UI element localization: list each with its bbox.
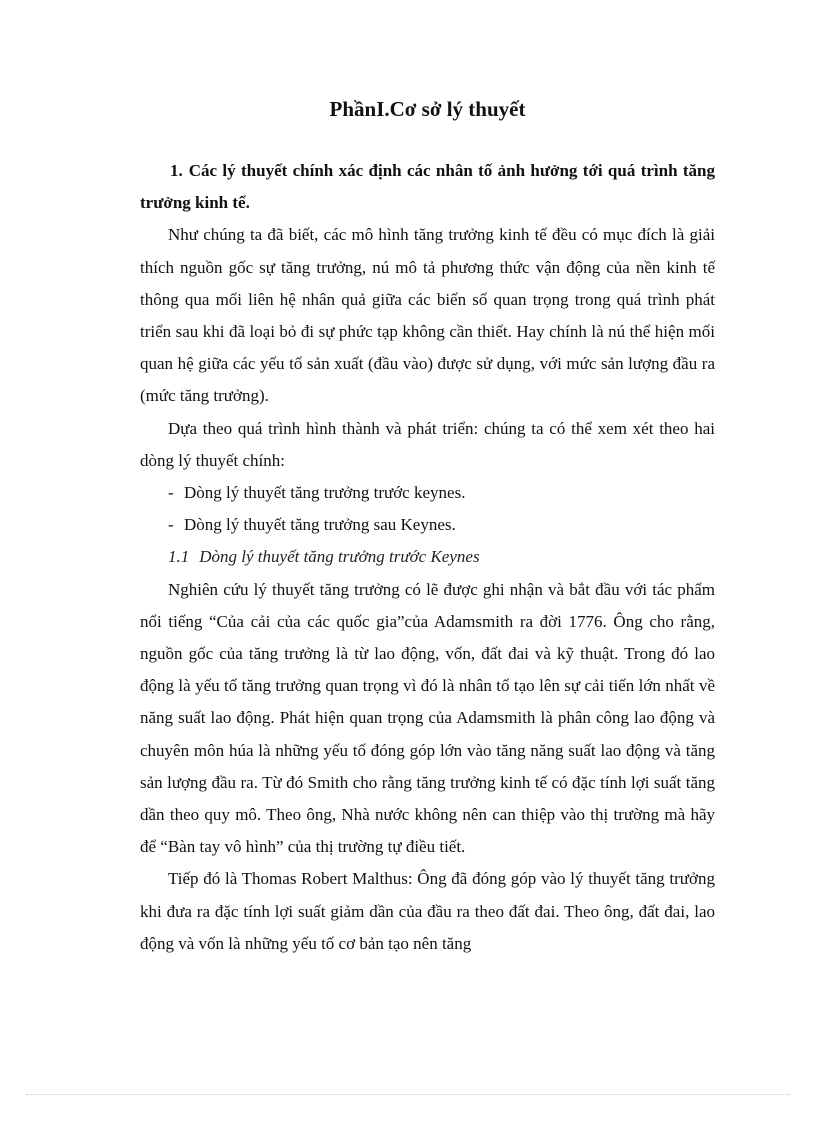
paragraph: Như chúng ta đã biết, các mô hình tăng trưởng kinh tế đều có mục đích là giải thích nguồn gốc sự tăng trưởng, nú mô tả phương thức vận động của nền kinh tế thông qua mối liên hệ nhân quả giữa các biến số quan trọng trong quá trình phát triển sau khi đã loại bỏ đi sự phức tạp không cần thiết. Hay chính là nú thể hiện mối quan hệ giữa các yếu tố sản xuất (đầu vào) được sử dụng, với mức sản lượng đầu ra (mức tăng trưởng). <box>140 225 715 406</box>
dash-bullet: - <box>168 483 174 503</box>
document-body <box>140 155 715 960</box>
paragraph: Tiếp đó là Thomas Robert Malthus: Ông đã đóng góp vào lý thuyết tăng trưởng khi đưa ra đặc tính lợi suất giảm dần của đầu ra theo đất đai. Theo ông, đất đai, lao động và vốn là những yếu tố cơ bản tạo nên tăng <box>140 869 715 953</box>
paragraph: Dựa theo quá trình hình thành và phát triển: chúng ta có thể xem xét theo hai dòng lý thuyết chính: <box>140 418 715 470</box>
subsection-heading <box>140 541 715 573</box>
page-title: PhầnI.Cơ sở lý thuyết <box>329 97 526 121</box>
paragraph: Nghiên cứu lý thuyết tăng trưởng có lẽ được ghi nhận và bắt đầu với tác phẩm nổi tiếng “Của cải của các quốc gia”của Adamsmith ra đời 1776. Ông cho rằng, nguồn gốc của tăng trưởng là từ lao động, vốn, đất đai và kỹ thuật. Trong đó lao động là yếu tố tăng trưởng quan trọng vì đó là nhân tố tạo lên sự cải tiến lớn nhất về năng suất lao động. Phát hiện quan trọng của Adamsmith là phân công lao động và chuyên môn húa là những yếu tố đóng góp lớn vào tăng năng suất lao động và tăng sản lượng đầu ra. Từ đó Smith cho rằng tăng trưởng kinh tế có đặc tính lợi suất tăng dần theo quy mô. Theo ông, Nhà nước không nên can thiệp vào thị trường mà hãy để “Bàn tay vô hình” của thị trường tự điều tiết. <box>140 579 715 857</box>
page-bottom-divider <box>26 1094 790 1095</box>
section-heading-text: Các lý thuyết chính xác định các nhân tố ảnh hưởng tới quá trình tăng trưởng kinh tế. <box>140 161 715 213</box>
section-number: 1. <box>170 161 183 180</box>
section-heading <box>140 155 715 219</box>
list-item <box>140 509 715 541</box>
subsection-number: 1.1 <box>168 547 190 567</box>
list-item <box>140 477 715 509</box>
subsection-heading-text: Dòng lý thuyết tăng trưởng trước Keynes <box>199 547 480 567</box>
list-item-text: Dòng lý thuyết tăng trưởng sau Keynes. <box>184 515 456 535</box>
list-item-text: Dòng lý thuyết tăng trưởng trước keynes. <box>184 483 466 503</box>
dash-bullet: - <box>168 515 174 535</box>
